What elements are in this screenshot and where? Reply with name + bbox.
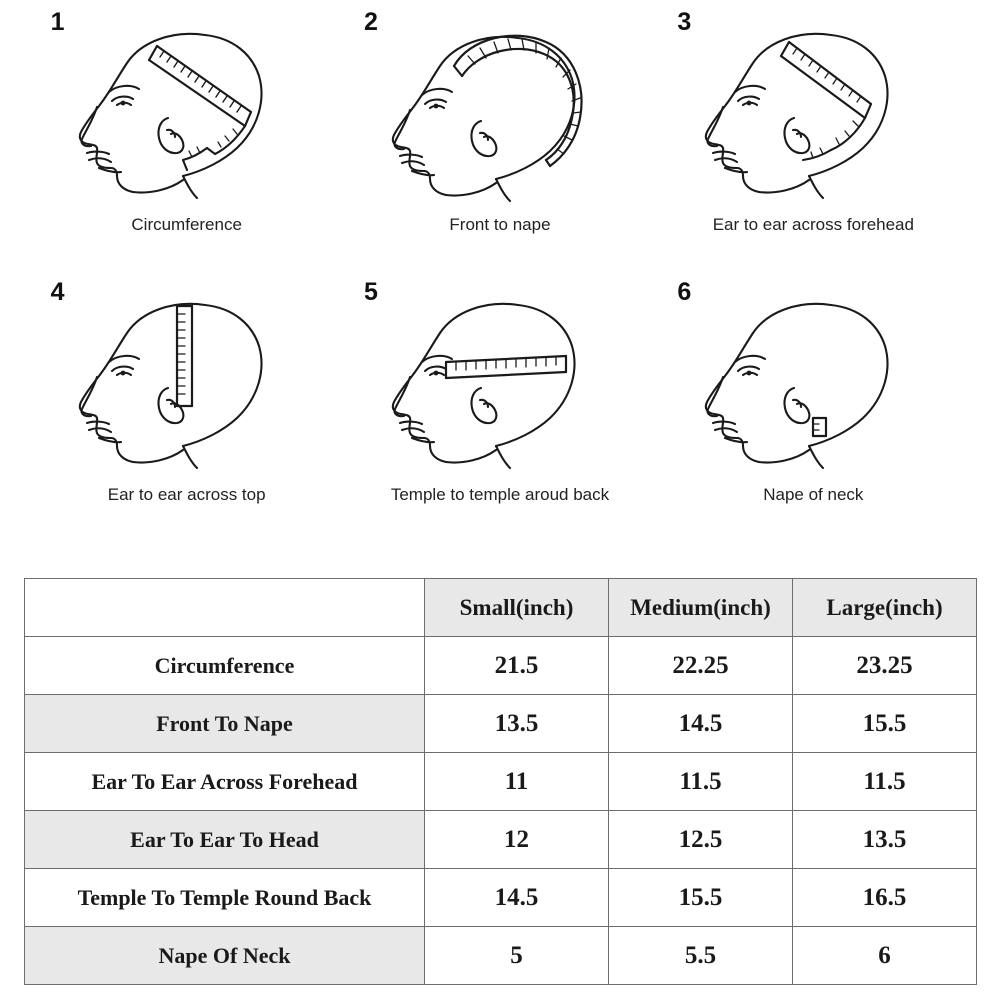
figure-6-number: 6 [677,278,692,306]
figure-6-nape-of-neck [657,278,970,548]
column-header-small: Small(inch) [425,579,609,637]
cell-circumference-small: 21.5 [425,637,609,695]
figure-4-caption: Ear to ear across top [107,485,266,504]
size-table-header-row [25,579,977,637]
row-label-ear-to-ear-across-forehead: Ear To Ear Across Forehead [25,753,425,811]
figure-2-art [350,8,650,213]
figure-2-front-to-nape [343,8,656,278]
table-row [25,753,977,811]
figure-1-caption: Circumference [131,215,242,234]
cell-ear-to-ear-forehead-large: 11.5 [793,753,977,811]
row-label-front-to-nape: Front To Nape [25,695,425,753]
head-profile-circumference-icon [37,8,337,213]
figure-6-caption: Nape of neck [763,485,864,504]
cell-front-to-nape-small: 13.5 [425,695,609,753]
head-profile-nape-icon [663,278,963,483]
table-row [25,927,977,985]
figure-3-ear-to-ear-forehead [657,8,970,278]
cell-nape-medium: 5.5 [609,927,793,985]
cell-ear-to-ear-head-medium: 12.5 [609,811,793,869]
cell-ear-to-ear-forehead-medium: 11.5 [609,753,793,811]
row-label-circumference: Circumference [25,637,425,695]
row-label-temple-to-temple-round-back: Temple To Temple Round Back [25,869,425,927]
head-profile-ear-to-ear-forehead-icon [663,8,963,213]
figure-4-number: 4 [50,278,65,306]
figure-1-circumference [30,8,343,278]
cell-temple-to-temple-small: 14.5 [425,869,609,927]
size-table-container [24,578,976,985]
row-label-nape-of-neck: Nape Of Neck [25,927,425,985]
figure-5-caption: Temple to temple aroud back [390,485,610,504]
figure-2-number: 2 [363,8,378,36]
table-row [25,637,977,695]
table-row [25,811,977,869]
head-profile-front-to-nape-icon [350,8,650,213]
figure-5-temple-to-temple [343,278,656,548]
row-label-ear-to-ear-to-head: Ear To Ear To Head [25,811,425,869]
cell-circumference-large: 23.25 [793,637,977,695]
table-row [25,695,977,753]
cell-ear-to-ear-forehead-small: 11 [425,753,609,811]
figure-5-number: 5 [363,278,378,306]
head-profile-ear-to-ear-top-icon [37,278,337,483]
figure-3-number: 3 [677,8,692,36]
cell-circumference-medium: 22.25 [609,637,793,695]
table-row [25,869,977,927]
column-header-large: Large(inch) [793,579,977,637]
size-table-corner-cell [25,579,425,637]
figure-4-art [37,278,337,483]
cell-front-to-nape-medium: 14.5 [609,695,793,753]
figure-4-ear-to-ear-top [30,278,343,548]
cell-ear-to-ear-head-large: 13.5 [793,811,977,869]
cell-temple-to-temple-medium: 15.5 [609,869,793,927]
figure-2-caption: Front to nape [449,215,551,234]
figure-1-number: 1 [50,8,65,36]
cell-front-to-nape-large: 15.5 [793,695,977,753]
figure-6-art [663,278,963,483]
cell-nape-large: 6 [793,927,977,985]
measurement-diagram-grid [30,8,970,548]
figure-1-art [37,8,337,213]
figure-3-art [663,8,963,213]
size-table [24,578,977,985]
figure-5-art [350,278,650,483]
figure-3-caption: Ear to ear across forehead [712,215,914,234]
cell-ear-to-ear-head-small: 12 [425,811,609,869]
column-header-medium: Medium(inch) [609,579,793,637]
cell-temple-to-temple-large: 16.5 [793,869,977,927]
cell-nape-small: 5 [425,927,609,985]
head-profile-temple-to-temple-icon [350,278,650,483]
